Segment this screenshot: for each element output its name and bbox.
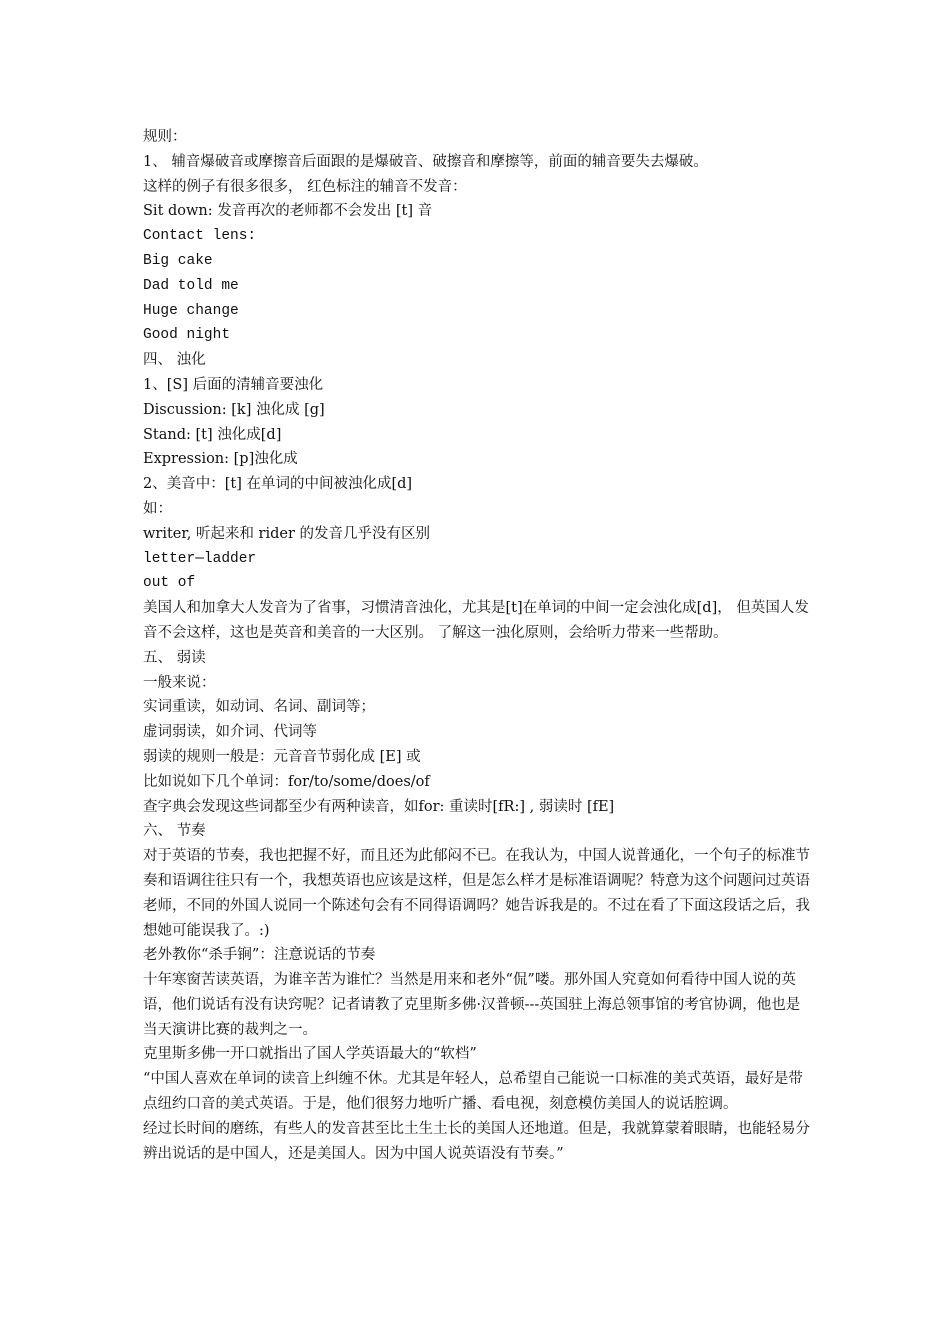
- rules-heading: 规则：: [143, 129, 187, 145]
- weak-dictionary-note: 查字典会发现这些词都至少有两种读音，如for: 重读时[fR:] , 弱读时 [fE]: [143, 798, 615, 815]
- example-writer: writer, 听起来和 rider 的发音几乎没有区别: [143, 525, 431, 542]
- rule-1-text: 1、 辅音爆破音或摩擦音后面跟的是爆破音、破擦音和摩擦等，前面的辅音要失去爆破。: [143, 153, 708, 170]
- example-letter-ladder: letter—ladder: [143, 550, 257, 567]
- section-4-heading: 四、 浊化: [143, 352, 206, 369]
- weak-rule: 弱读的规则一般是：元音音节弱化成 [E] 或: [143, 748, 421, 765]
- article-quote-1: “中国人喜欢在单词的读音上纠缠不休。尤其是年轻人，总希望自己能说一口标准的美式英语，最好是带点纽约口音的美式英语。于是，他们很努力地听广播、看电视，刻意模仿美国人的说话腔调。: [143, 1071, 803, 1113]
- weak-content-words: 实词重读，如动词、名词、副词等；: [143, 699, 375, 716]
- weak-function-words: 虚词弱读，如介词、代词等: [143, 724, 317, 741]
- example-good-night: Good night: [143, 327, 231, 344]
- example-out-of: out of: [143, 575, 196, 592]
- example-huge-change: Huge change: [143, 302, 239, 319]
- article-quote-2: 经过长时间的磨练，有些人的发音甚至比土生土长的美国人还地道。但是，我就算蒙着眼睛，也能轻易分辨出说话的是中国人，还是美国人。因为中国人说英语没有节奏。”: [143, 1120, 810, 1162]
- voicing-rule-2: 2、美音中：[t] 在单词的中间被浊化成[d]: [143, 476, 413, 493]
- section-6-heading: 六、 节奏: [143, 823, 206, 840]
- voicing-rule-1: 1、[S] 后面的清辅音要浊化: [143, 376, 324, 393]
- article-paragraph-1: 十年寒窗苦读英语，为谁辛苦为谁忙？当然是用来和老外“侃”喽。那外国人究竟如何看待中国人说的英语，他们说话有没有诀窍呢？记者请教了克里斯多佛·汉普顿---英国驻上海总领事馆的考官协调，他也是当天演讲比赛的裁判之一。: [143, 972, 801, 1038]
- example-intro: 如：: [143, 500, 172, 517]
- weak-intro: 一般来说：: [143, 674, 216, 691]
- section-5-heading: 五、 弱读: [143, 649, 206, 666]
- document-body: [143, 125, 813, 1166]
- example-dad-told-me: Dad told me: [143, 277, 239, 294]
- rule-1-note: 这样的例子有很多很多， 红色标注的辅音不发音：: [143, 178, 467, 195]
- article-paragraph-2: 克里斯多佛一开口就指出了国人学英语最大的“软档”: [143, 1046, 477, 1063]
- example-discussion: Discussion: [k] 浊化成 [g]: [143, 401, 325, 418]
- weak-examples: 比如说如下几个单词：for/to/some/does/of: [143, 773, 430, 790]
- rhythm-paragraph: 对于英语的节奏，我也把握不好，而且还为此郁闷不已。在我认为，中国人说普通化，一个句子的标准节奏和语调往往只有一个，我想英语也应该是这样，但是怎么样才是标准语调呢？特意为这个问题问过英语老师，不同的外国人说同一个陈述句会有不同得语调吗？她告诉我是的。不过在看了下面这段话之后，我想她可能误我了。:): [143, 848, 810, 939]
- example-contact-lens: Contact lens:: [143, 228, 257, 245]
- example-stand: Stand: [t] 浊化成[d]: [143, 426, 282, 443]
- voicing-explanation: 美国人和加拿大人发音为了省事，习惯清音浊化，尤其是[t]在单词的中间一定会浊化成[d]， 但英国人发音不会这样，这也是英音和美音的一大区别。 了解这一浊化原则，会给听力带来一些帮助。: [143, 600, 809, 641]
- example-sit-down: Sit down: 发音再次的老师都不会发出 [t] 音: [143, 203, 433, 220]
- article-title: 老外教你“杀手锏”：注意说话的节奏: [143, 947, 376, 964]
- example-expression: Expression: [p]浊化成: [143, 451, 298, 468]
- example-big-cake: Big cake: [143, 252, 213, 269]
